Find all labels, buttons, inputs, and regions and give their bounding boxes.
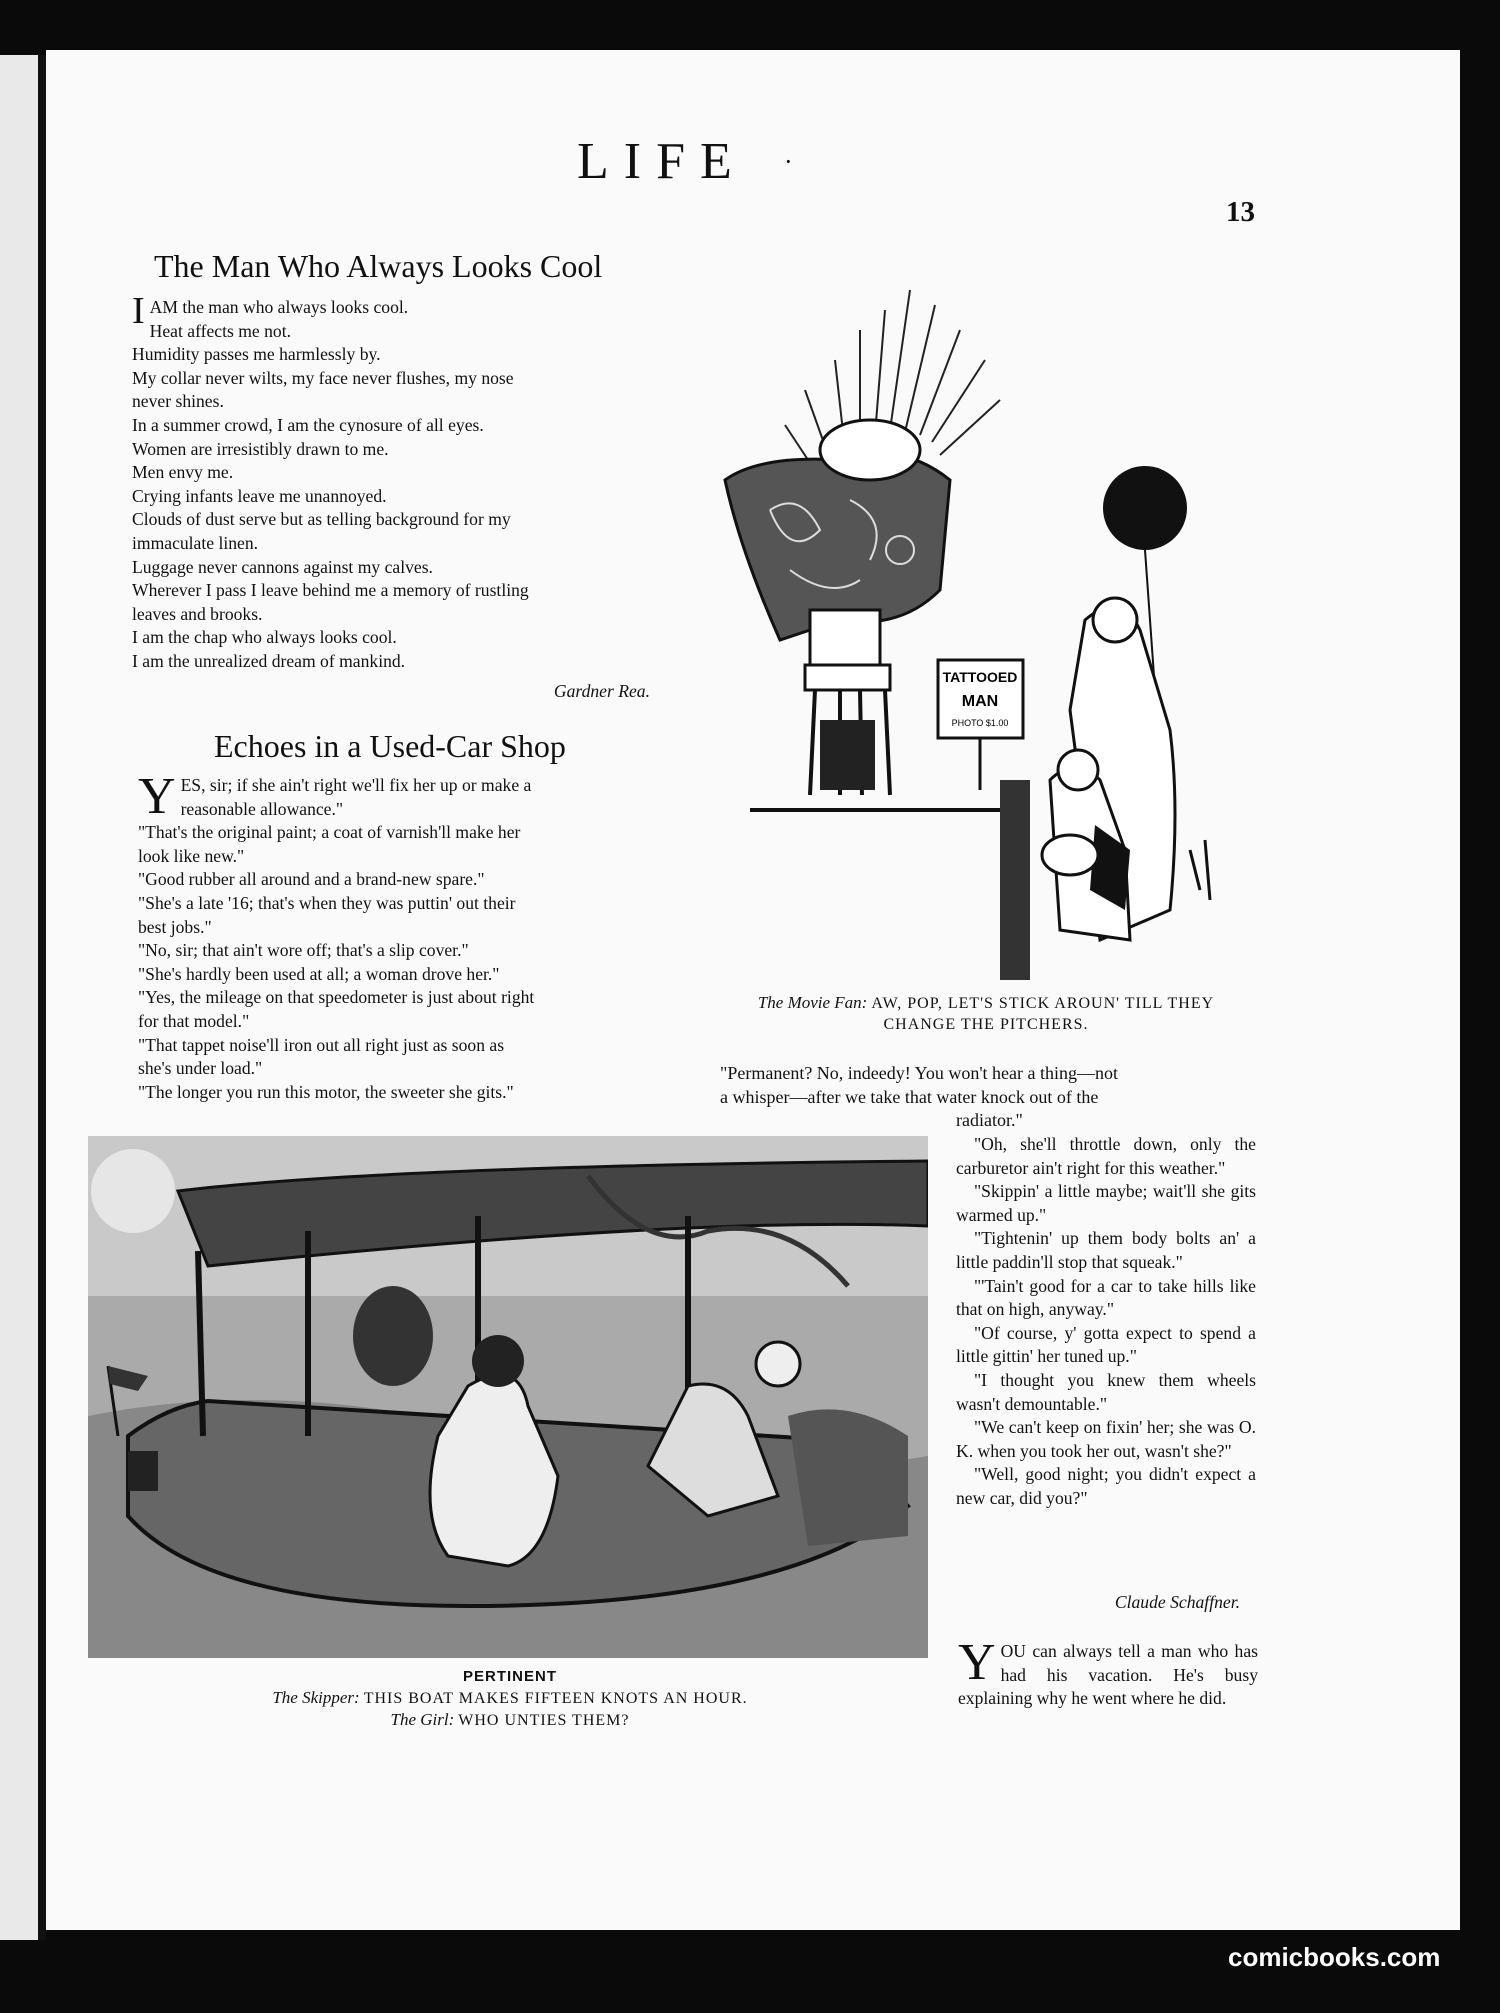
drop-cap: Y: [138, 768, 176, 825]
page-gutter: [38, 55, 46, 1940]
sign-line-3: PHOTO $1.00: [951, 718, 1009, 728]
echoes-paragraph: "Skippin' a little maybe; wait'll she gits warmed up.": [956, 1181, 1256, 1225]
echoes-line: ES, sir; if she ain't right we'll fix her up or make a: [180, 775, 532, 795]
watermark: comicbooks.com: [1228, 1942, 1441, 1972]
echoes-line: best jobs.": [138, 916, 212, 937]
sign-line-2: MAN: [961, 693, 999, 710]
echoes-line: for that model.": [138, 1010, 250, 1031]
caption-line-1: THIS BOAT MAKES FIFTEEN KNOTS AN HOUR.: [363, 1690, 748, 1707]
caption-title: PERTINENT: [462, 1668, 557, 1685]
boat-caption: [100, 1666, 920, 1731]
echoes-line: "She's a late '16; that's when they was puttin' out their: [138, 892, 516, 913]
echoes-line: reasonable allowance.": [180, 798, 344, 819]
echoes-line: "Good rubber all around and a brand-new spare.": [138, 869, 485, 890]
echoes-line: "No, sir; that ain't wore off; that's a slip cover.": [138, 940, 469, 961]
echoes-paragraph: "'Tain't good for a car to take hills like that on high, anyway.": [956, 1275, 1256, 1320]
drop-cap: I: [132, 290, 145, 332]
poem-title: The Man Who Always Looks Cool: [154, 248, 603, 284]
helmsman: [353, 1286, 433, 1386]
header-separator: ·: [784, 147, 793, 176]
echoes-paragraph: "Tightenin' up them body bolts an' a little paddin'll stop that squeak.": [956, 1228, 1256, 1272]
echoes-line: "Yes, the mileage on that speedometer is just about right: [138, 987, 535, 1008]
tattooed-man-sign: [938, 660, 1023, 790]
poem-line: Luggage never cannons against my calves.: [132, 556, 433, 577]
drop-cap: Y: [958, 1634, 996, 1691]
poem-body: [132, 290, 672, 674]
poem-line: In a summer crowd, I am the cynosure of all eyes.: [132, 414, 484, 435]
echoes-paragraph: "Well, good night; you didn't expect a new car, did you?": [956, 1464, 1256, 1508]
echoes-paragraph: "I thought you knew them wheels wasn't demountable.": [956, 1369, 1256, 1414]
echoes-line: "The longer you run this motor, the sweeter she gits.": [138, 1081, 514, 1102]
poem-line: Heat affects me not.: [149, 320, 291, 341]
echoes-author: Claude Schaffner.: [1114, 1592, 1240, 1612]
tattooed-man-illustration: [700, 250, 1260, 980]
boat-illustration: [88, 1136, 928, 1658]
caption-speaker-1: The Skipper:: [272, 1688, 360, 1707]
tattooed-man-caption: [712, 992, 1260, 1035]
echoes-paragraph: "Oh, she'll throttle down, only the carburetor ain't right for this weather.": [956, 1134, 1256, 1178]
caption-speaker: The Movie Fan:: [757, 993, 868, 1012]
sign-line-1: TATTOOED: [942, 669, 1018, 685]
page-number: 13: [1226, 196, 1255, 228]
poem-author: Gardner Rea.: [553, 681, 650, 701]
tattooed-man-head: [820, 420, 920, 480]
echoes-right-column: [956, 1133, 1256, 1511]
poem-line: Men envy me.: [132, 462, 234, 483]
poem-line: Clouds of dust serve but as telling background for my: [132, 509, 511, 530]
echoes-line: look like new.": [138, 845, 245, 866]
echoes-title: Echoes in a Used-Car Shop: [214, 728, 566, 764]
filler-text: OU can always tell a man who has had his vacation. He's busy explaining why he went where he did.: [958, 1641, 1258, 1709]
filler-paragraph: [958, 1634, 1258, 1711]
poem-line: I am the unrealized dream of mankind.: [132, 650, 406, 671]
caption-line-1: AW, POP, LET'S STICK AROUN' TILL THEY: [871, 995, 1215, 1012]
poem-line: leaves and brooks.: [132, 603, 263, 624]
poem-line: My collar never wilts, my face never flushes, my nose: [132, 367, 514, 388]
caption-line-2: CHANGE THE PITCHERS.: [883, 1016, 1089, 1033]
echoes-left-column: [138, 768, 673, 1104]
echoes-line: a whisper—after we take that water knock out of the: [720, 1086, 1099, 1107]
echoes-right-wide: [720, 1062, 1255, 1133]
balloon: [1103, 466, 1187, 550]
poem-line: never shines.: [132, 391, 224, 412]
poem-line: Women are irresistibly drawn to me.: [132, 438, 389, 459]
caption-line-2: WHO UNTIES THEM?: [458, 1712, 630, 1729]
echoes-line: "She's hardly been used at all; a woman drove her.": [138, 963, 500, 984]
poem-line: immaculate linen.: [132, 532, 259, 553]
echoes-line: "That's the original paint; a coat of varnish'll make her: [138, 822, 521, 843]
echoes-line: "That tappet noise'll iron out all right just as soon as: [138, 1034, 505, 1055]
left-page-edge: [0, 55, 38, 1940]
poem-line: Crying infants leave me unannoyed.: [132, 485, 387, 506]
echoes-line: radiator.": [956, 1110, 1023, 1131]
echoes-line: "Permanent? No, indeedy! You won't hear a thing—not: [720, 1063, 1119, 1083]
echoes-paragraph: "Of course, y' gotta expect to spend a little gittin' her tuned up.": [956, 1322, 1256, 1367]
echoes-line: she's under load.": [138, 1058, 263, 1079]
poem-line: AM the man who always looks cool.: [149, 297, 409, 317]
poem-line: I am the chap who always looks cool.: [132, 627, 397, 648]
magazine-title: LIFE: [577, 133, 747, 190]
echoes-paragraph: "We can't keep on fixin' her; she was O. K. when you took her out, wasn't she?": [956, 1417, 1256, 1461]
caption-speaker-2: The Girl:: [390, 1710, 455, 1729]
poem-line: Wherever I pass I leave behind me a memory of rustling: [132, 580, 529, 601]
poem-line: Humidity passes me harmlessly by.: [132, 344, 381, 365]
